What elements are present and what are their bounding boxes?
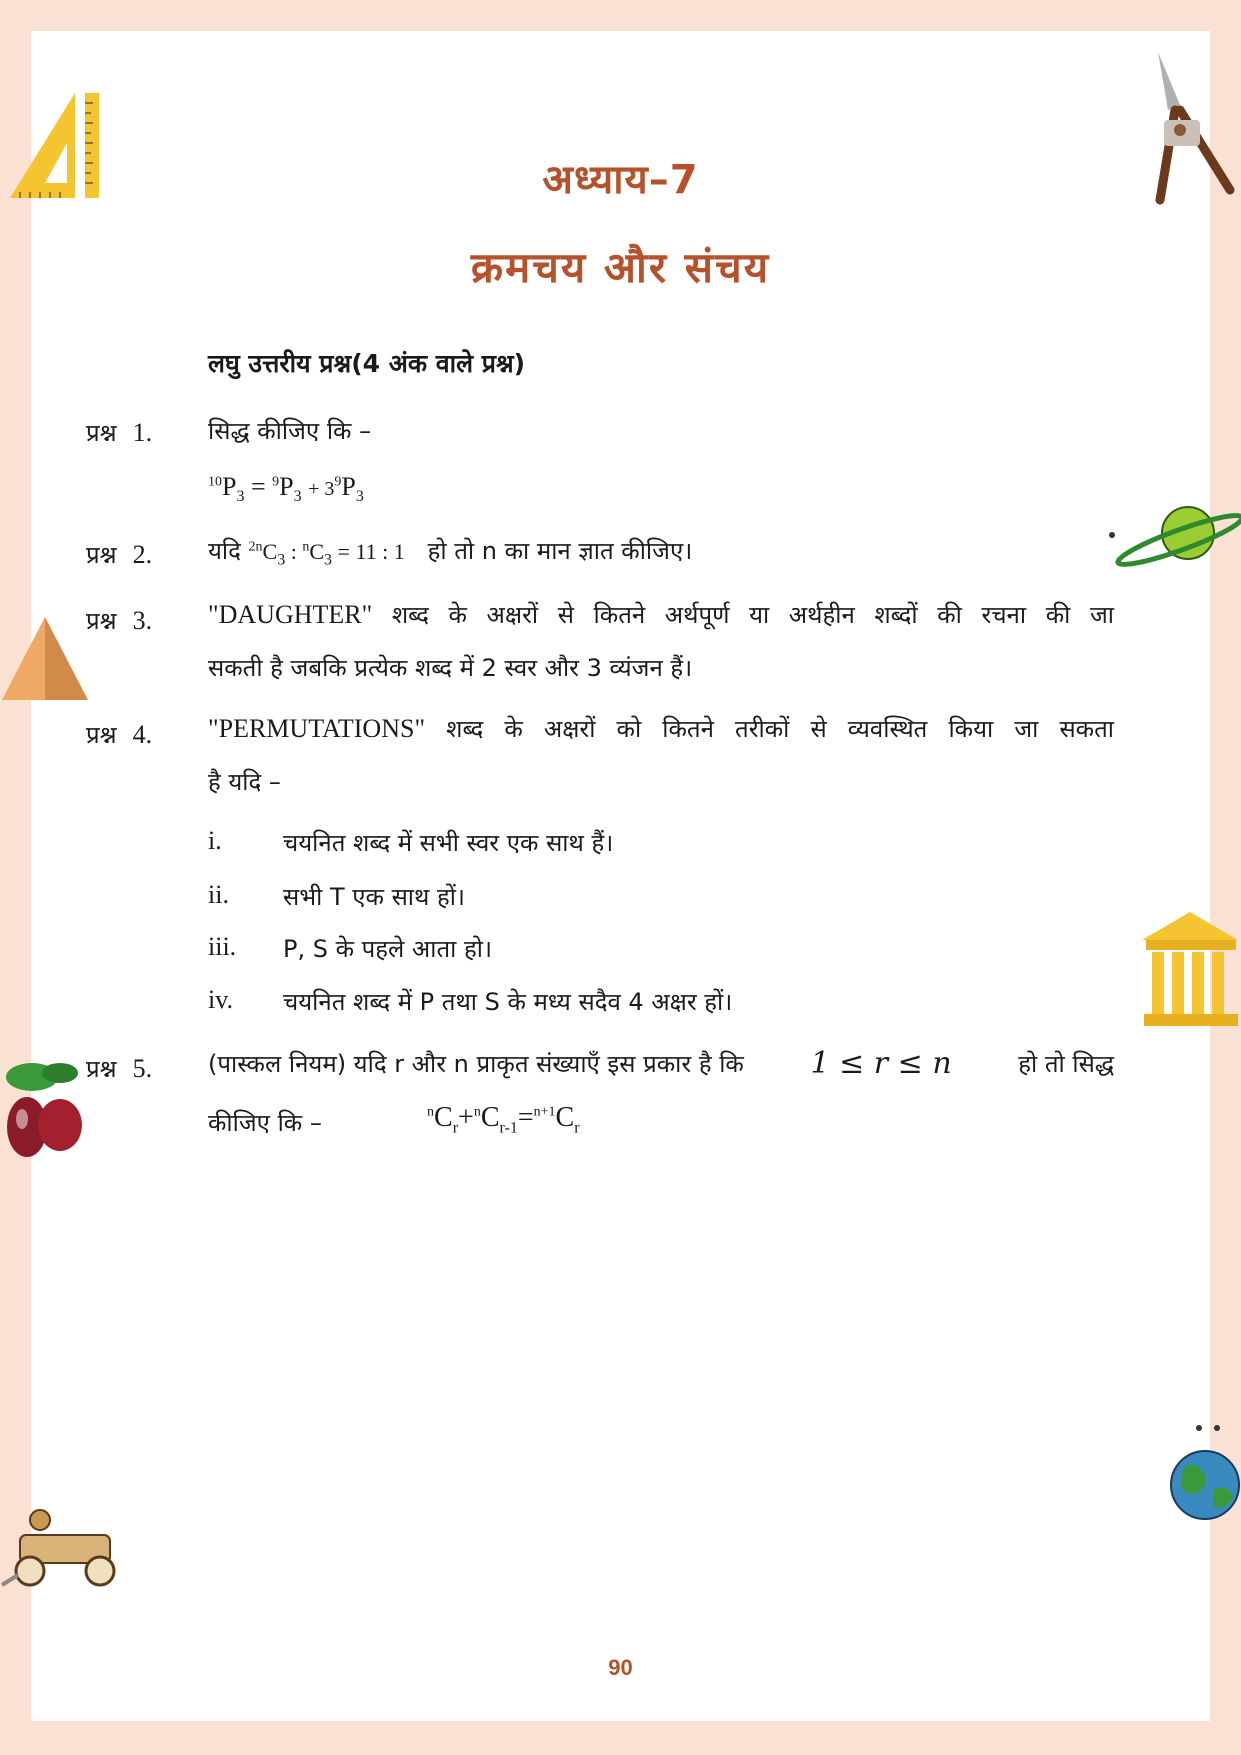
- formula-base: P: [279, 472, 294, 501]
- sub-item-text: चयनित शब्द में सभी स्वर एक साथ हैं।: [283, 829, 614, 857]
- vehicle-icon: [0, 1505, 130, 1595]
- formula-sub: 3: [236, 488, 245, 506]
- formula-base: P: [222, 472, 237, 501]
- sub-item-text: चयनित शब्द में P तथा S के मध्य सदैव 4 अक्षर हों।: [283, 988, 733, 1016]
- question-4-label: [86, 718, 152, 751]
- question-number: 2.: [132, 540, 153, 569]
- question-2-label: [86, 538, 152, 571]
- question-5-formula: [427, 1102, 580, 1138]
- formula-operator: =: [517, 1102, 534, 1133]
- question-number: 5.: [132, 1054, 153, 1083]
- page-number: 90: [608, 1655, 633, 1680]
- globe-icon: [1165, 1420, 1241, 1525]
- chapter-heading: अध्याय–7: [542, 157, 699, 203]
- formula-sub: r: [574, 1119, 580, 1137]
- formula-sup: n: [427, 1104, 434, 1120]
- quoted-word: "PERMUTATIONS": [208, 714, 426, 743]
- question-4-line-1-text: शब्द के अक्षरों को कितने तरीकों से व्यवस्थित किया जा सकता: [446, 715, 1114, 743]
- formula-sub: 3: [277, 551, 286, 569]
- formula-sup: n: [302, 539, 310, 555]
- fruit-icon: [2, 1055, 92, 1165]
- sub-item-text: सभी T एक साथ हों।: [283, 883, 466, 911]
- question-number: 4.: [132, 720, 153, 749]
- question-1-formula: [208, 472, 364, 506]
- formula-base: C: [262, 539, 278, 564]
- formula-sup: 9: [334, 474, 342, 490]
- sub-item-marker: i.: [208, 826, 222, 855]
- formula-base: C: [434, 1102, 453, 1133]
- formula-operator: +: [458, 1102, 474, 1133]
- formula-operator: :: [290, 539, 297, 564]
- question-5-line-1: [208, 1046, 1114, 1081]
- formula-operator: = 11 : 1: [337, 539, 405, 564]
- question-2-text: [208, 534, 692, 569]
- formula-operator: =: [250, 472, 266, 501]
- sub-item-text: P, S के पहले आता हो।: [283, 935, 493, 963]
- formula-sup: 2n: [248, 539, 263, 555]
- question-3-line-1-text: शब्द के अक्षरों से कितने अर्थपूर्ण या अर्थहीन शब्दों की रचना की जा: [391, 601, 1114, 629]
- formula-base: C: [309, 539, 325, 564]
- formula-sup: 10: [208, 474, 222, 490]
- question-3-label: [86, 604, 152, 637]
- planet-icon: [1108, 500, 1241, 570]
- formula-base: C: [480, 1102, 500, 1133]
- sub-item-marker: ii.: [208, 880, 229, 909]
- question-4-line-2: है यदि –: [208, 768, 281, 796]
- section-heading: लघु उत्तरीय प्रश्न(4 अंक वाले प्रश्न): [208, 349, 526, 378]
- formula-sub: r-1: [499, 1119, 518, 1137]
- question-5-line-1-end: हो तो सिद्ध: [1018, 1050, 1114, 1078]
- formula-sub: 3: [293, 488, 302, 506]
- formula-sup: n: [473, 1104, 481, 1120]
- formula-sup: 9: [272, 474, 280, 490]
- question-3-line-1: [208, 598, 1114, 631]
- question-word: प्रश्न: [86, 721, 117, 749]
- chapter-title: क्रमचय और संचय: [470, 243, 771, 292]
- formula-base: P: [341, 472, 356, 501]
- question-2-pre: यदि: [208, 537, 241, 565]
- question-2-formula: [248, 539, 405, 569]
- question-word: प्रश्न: [86, 541, 117, 569]
- sub-item-marker: iii.: [208, 932, 237, 961]
- formula-sub: 3: [324, 551, 333, 569]
- question-5-line-1-text: (पास्कल नियम) यदि r और n प्राकृत संख्याएँ इस प्रकार है कि: [208, 1050, 744, 1078]
- inequality: 1 ≤ r ≤ n: [810, 1046, 952, 1081]
- question-number: 3.: [132, 606, 153, 635]
- question-3-line-2: सकती है जबकि प्रत्येक शब्द में 2 स्वर और 3 व्यंजन हैं।: [208, 654, 693, 682]
- formula-sub: r: [452, 1119, 459, 1137]
- question-1-text: सिद्ध कीजिए कि –: [208, 417, 372, 445]
- question-word: प्रश्न: [86, 419, 117, 447]
- question-word: प्रश्न: [86, 1055, 117, 1083]
- question-1-label: [86, 416, 152, 449]
- question-5-label: [86, 1052, 152, 1085]
- formula-sub: 3: [355, 488, 364, 506]
- formula-operator: + 3: [308, 478, 335, 500]
- formula-sup: n+1: [533, 1104, 556, 1120]
- question-number: 1.: [132, 418, 153, 447]
- temple-pillar-icon: [1140, 910, 1241, 1030]
- formula-base: C: [555, 1102, 575, 1133]
- quoted-word: "DAUGHTER": [208, 600, 373, 629]
- question-4-line-1: [208, 712, 1114, 745]
- question-5-line-2: कीजिए कि –: [208, 1109, 322, 1137]
- question-2-post: हो तो n का मान ज्ञात कीजिए।: [427, 537, 693, 565]
- question-word: प्रश्न: [86, 607, 117, 635]
- sub-item-marker: iv.: [208, 985, 234, 1014]
- pyramid-icon: [0, 615, 90, 705]
